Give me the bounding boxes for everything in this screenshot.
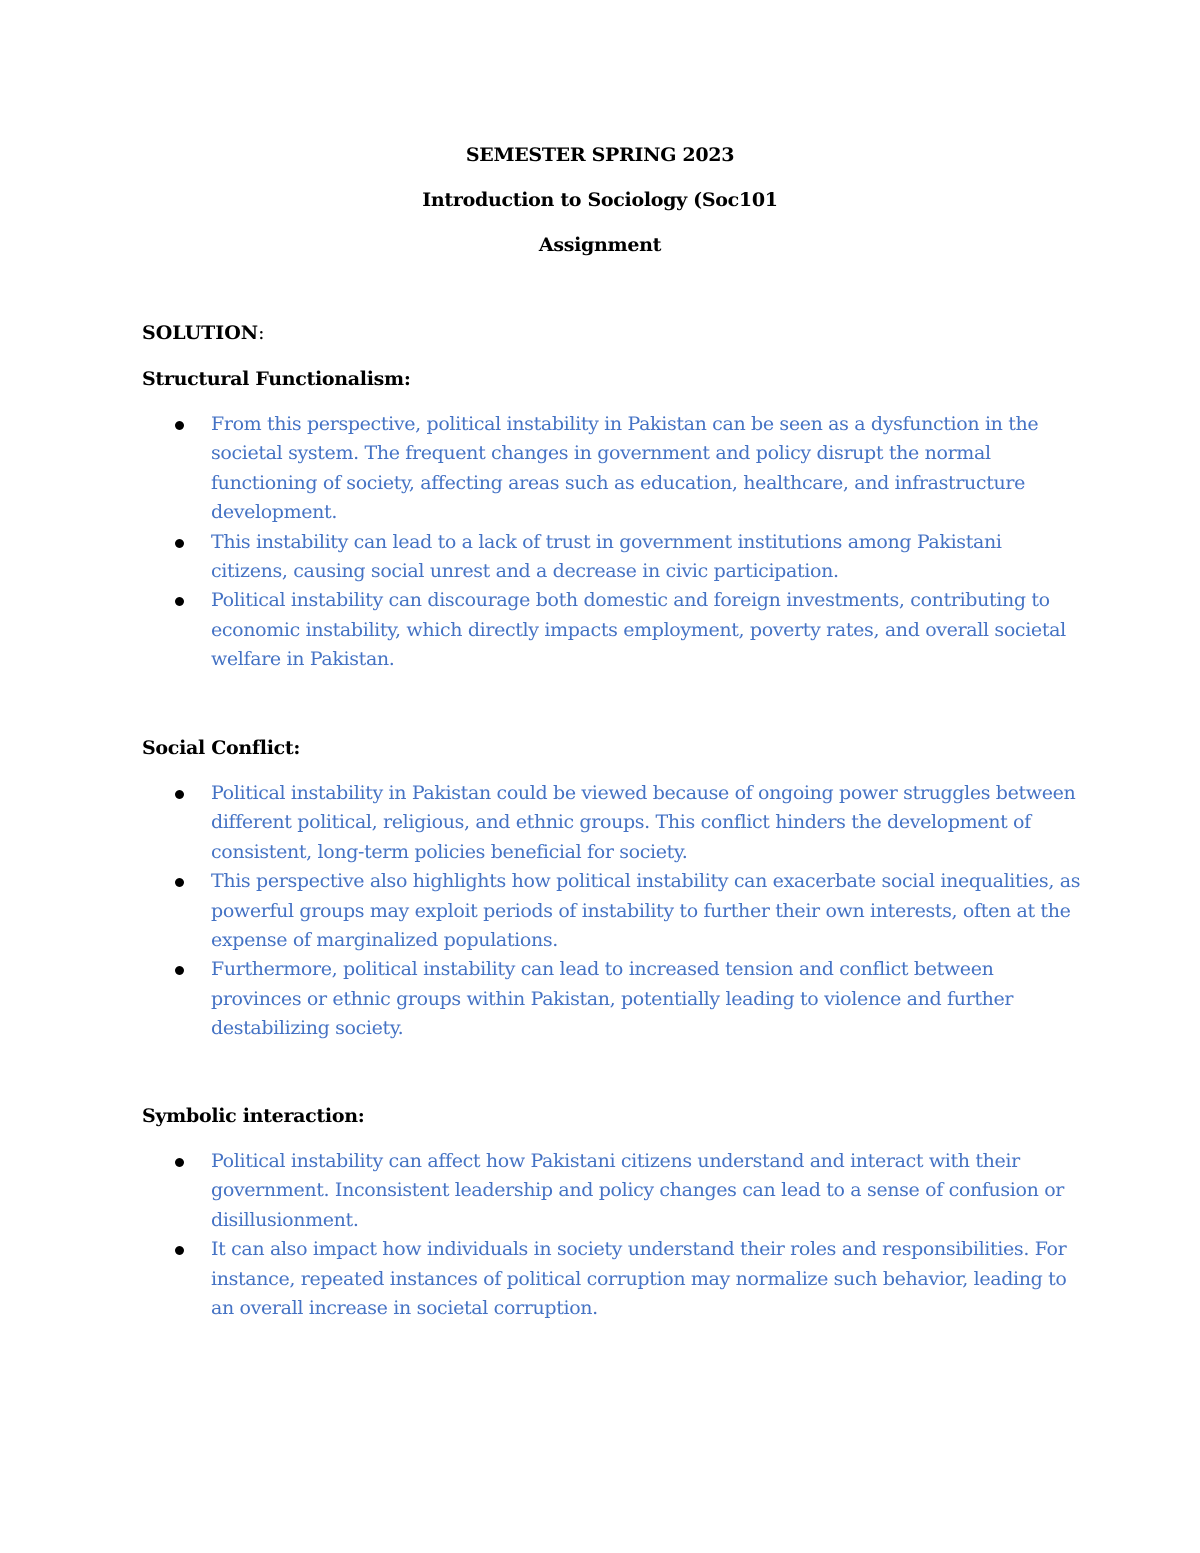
section-heading-social-conflict: Social Conflict: (142, 737, 301, 759)
assignment-title: Assignment (538, 234, 662, 256)
list-item-text: Political instability can affect how Pakistani citizens understand and interact with their government. Inconsistent leadership and policy changes can lead to a sense of confusion or disillusionment. (211, 1150, 1065, 1231)
list-item-text: From this perspective, political instability in Pakistan can be seen as a dysfunction in the societal system. The frequent changes in government and policy disrupt the normal functioning of society, affecting areas such as education, healthcare, and infrastructure development. (211, 413, 1039, 524)
bullet-icon (175, 966, 184, 975)
list-item (142, 1147, 1082, 1235)
list-item (142, 528, 1082, 587)
list-item-text: It can also impact how individuals in society understand their roles and responsibilities. For instance, repeated instances of political corruption may normalize such behavior, leading to an overall increase in societal corruption. (211, 1238, 1067, 1320)
section-heading-structural-functionalism: Structural Functionalism: (142, 368, 411, 390)
semester-title: SEMESTER SPRING 2023 (465, 144, 735, 166)
bullet-icon (175, 1158, 184, 1167)
course-title: Introduction to Sociology (Soc101 (422, 189, 778, 211)
list-item-text: This perspective also highlights how political instability can exacerbate social inequalities, as powerful groups may exploit periods of instability to further their own interests, often at the expense of marginalized populations. (211, 870, 1081, 952)
bullet-icon (175, 421, 184, 430)
list-item-text: Political instability can discourage both domestic and foreign investments, contributing to economic instability, which directly impacts employment, poverty rates, and overall societal welfare in Pakistan. (211, 589, 1066, 671)
list-item (142, 1235, 1082, 1323)
list-item-text: This instability can lead to a lack of trust in government institutions among Pakistani citizens, causing social unrest and a decrease in civic participation. (211, 530, 1002, 583)
bullet-icon (175, 1246, 184, 1255)
list-item (142, 955, 1082, 1043)
list-item (142, 867, 1082, 955)
bullet-icon (175, 790, 184, 799)
list-item (142, 779, 1082, 867)
symbolic-interaction-list (142, 1147, 1082, 1323)
list-item-text: Political instability in Pakistan could be viewed because of ongoing power struggles between different political, religious, and ethnic groups. This conflict hinders the development of consistent, long-term policies beneficial for society. (211, 782, 1076, 863)
list-item (142, 410, 1082, 528)
structural-functionalism-list (142, 410, 1082, 675)
solution-colon: : (258, 322, 265, 344)
bullet-icon (175, 878, 184, 887)
bullet-icon (175, 539, 184, 548)
solution-label (142, 322, 265, 344)
section-heading-symbolic-interaction: Symbolic interaction: (142, 1105, 365, 1127)
bullet-icon (175, 597, 184, 606)
solution-label-text: SOLUTION (142, 322, 259, 344)
list-item (142, 586, 1082, 674)
social-conflict-list (142, 779, 1082, 1044)
list-item-text: Furthermore, political instability can lead to increased tension and conflict between provinces or ethnic groups within Pakistan, potentially leading to violence and further destabilizing society. (211, 958, 1014, 1040)
